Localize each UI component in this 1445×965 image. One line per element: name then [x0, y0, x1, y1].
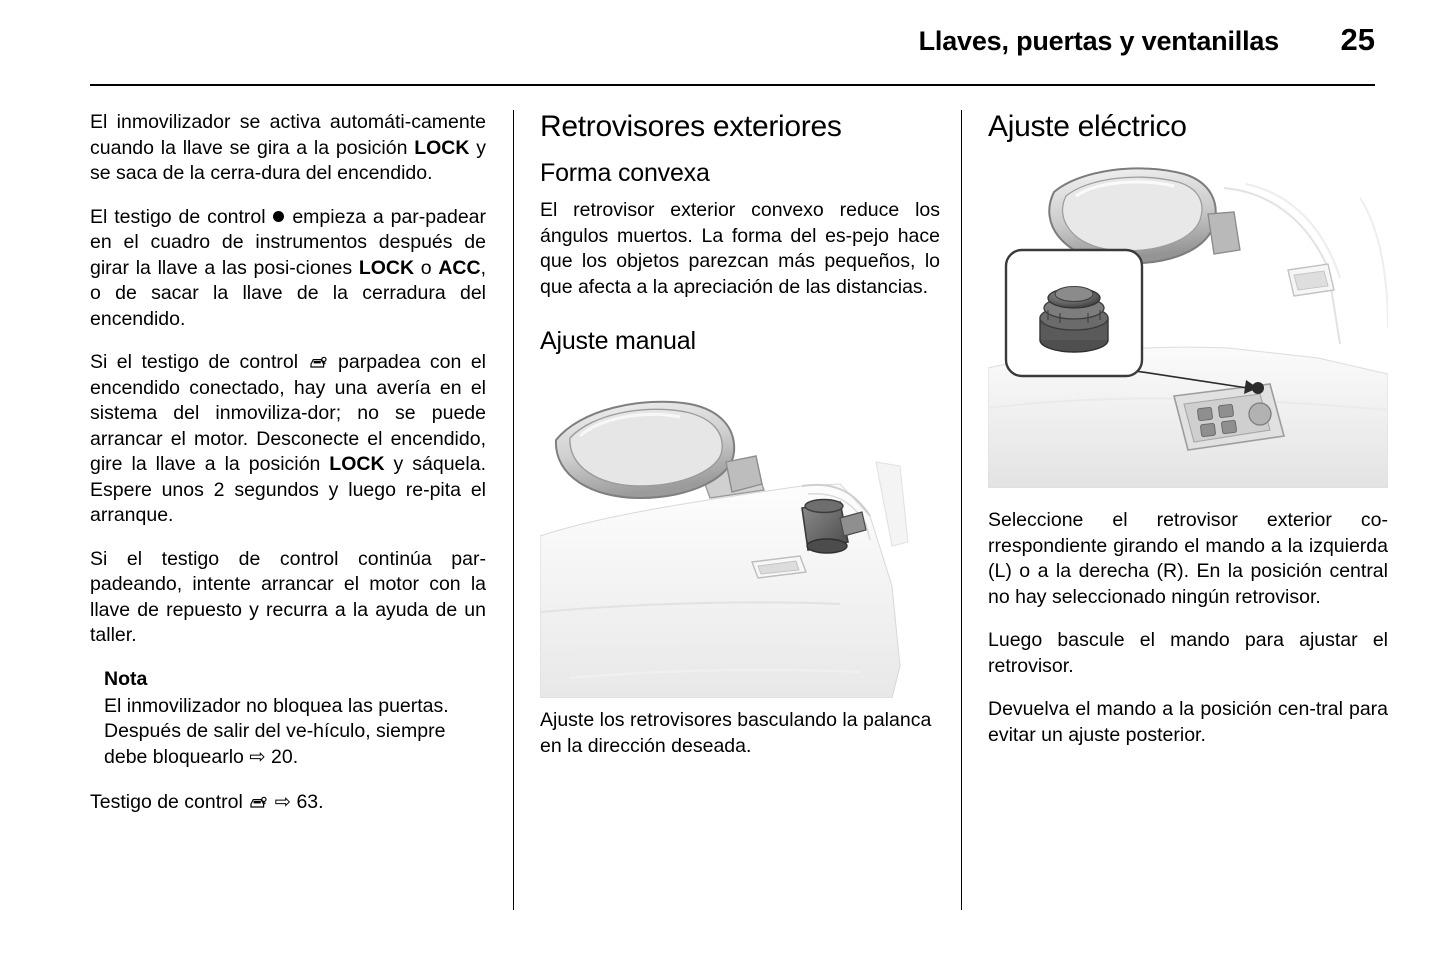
paragraph-immobilizer-activation: [90, 110, 486, 187]
keyword-lock: LOCK: [329, 453, 385, 475]
paragraph-control-indicator-reference: [90, 790, 486, 816]
keyword-lock: LOCK: [414, 136, 470, 159]
paragraph-control-indicator-blink: [90, 205, 486, 333]
page-number: 25: [1340, 22, 1375, 57]
column-three: [988, 110, 1388, 748]
column-two: [540, 110, 940, 759]
column-one: [90, 110, 486, 816]
paragraph-convex-mirror: El retrovisor exterior convexo reduce los ángulos muertos. La forma del es-pejo hace que los objetos parezcan más pequeños, lo que afecta a la apreciación de las distancias.: [540, 199, 940, 298]
page-header: [90, 22, 1375, 58]
paragraph-spare-key: Si el testigo de control continúa par-padeando, intente arrancar el motor con la llave de repuesto y recurra a la ayuda de un taller.: [90, 547, 486, 646]
text-run: Testigo de control: [90, 791, 249, 813]
text-run: ⇨ 63.: [269, 791, 324, 813]
manual-mirror-adjustment-illustration: [540, 366, 940, 698]
note-block: [104, 667, 486, 771]
section-heading-electric-adjustment: Ajuste eléctrico: [988, 110, 1187, 143]
text-run: y se saca de la cerra-dura del encendido.: [90, 136, 487, 184]
text-run: empieza a par-padear en el cuadro de instrumentos después de girar la llave a las posi-ciones: [90, 205, 487, 279]
immobilizer-car-key-icon: [310, 352, 327, 367]
paragraph-tilt-control: Luego bascule el mando para ajustar el retrovisor.: [988, 629, 1388, 677]
text-run: y sáquela. Espere unos 2 segundos y luego re-pita el arranque.: [90, 453, 486, 526]
text-run: o: [414, 256, 439, 279]
keyword-acc: ACC: [438, 256, 481, 279]
note-title: Nota: [104, 667, 148, 690]
text-run: El testigo de control: [90, 205, 273, 228]
immobilizer-car-key-icon: [250, 792, 267, 807]
filled-circle-icon: [273, 211, 284, 222]
text-run: , o de sacar la llave de la cerradura del encendido.: [90, 256, 486, 330]
header-divider: [90, 84, 1375, 86]
paragraph-select-mirror: Seleccione el retrovisor exterior co-rrespondiente girando el mando a la izquierda (L) o a la derecha (R). En la posición central no hay seleccionado ningún retrovisor.: [988, 509, 1388, 608]
paragraph-immobilizer-fault: [90, 350, 486, 529]
page-title: Llaves, puertas y ventanillas: [918, 26, 1279, 56]
text-run: Si el testigo de control: [90, 351, 308, 373]
electric-mirror-control-illustration: [988, 158, 1388, 488]
column-divider-2: [961, 110, 962, 910]
text-run: parpadea con el encendido conectado, hay una avería en el sistema del inmoviliza-dor; no se puede arrancar el motor. Desconecte el encendido, gire la llave a la posición: [90, 351, 487, 475]
column-divider-1: [513, 110, 514, 910]
section-heading-exterior-mirrors: Retrovisores exteriores: [540, 110, 842, 143]
keyword-lock: LOCK: [358, 256, 415, 279]
text-run: El inmovilizador se activa automáti-camente cuando la llave se gira a la posición: [90, 111, 486, 159]
note-text: El inmovilizador no bloquea las puertas. Después de salir del ve-hículo, siempre debe bloquearlo ⇨ 20.: [104, 694, 449, 768]
figure-caption-manual: Ajuste los retrovisores basculando la palanca en la dirección deseada.: [540, 709, 932, 757]
subsection-heading-manual-adjustment: Ajuste manual: [540, 327, 696, 355]
paragraph-return-center: Devuelva el mando a la posición cen-tral para evitar un ajuste posterior.: [988, 698, 1388, 746]
subsection-heading-convex-shape: Forma convexa: [540, 159, 710, 187]
